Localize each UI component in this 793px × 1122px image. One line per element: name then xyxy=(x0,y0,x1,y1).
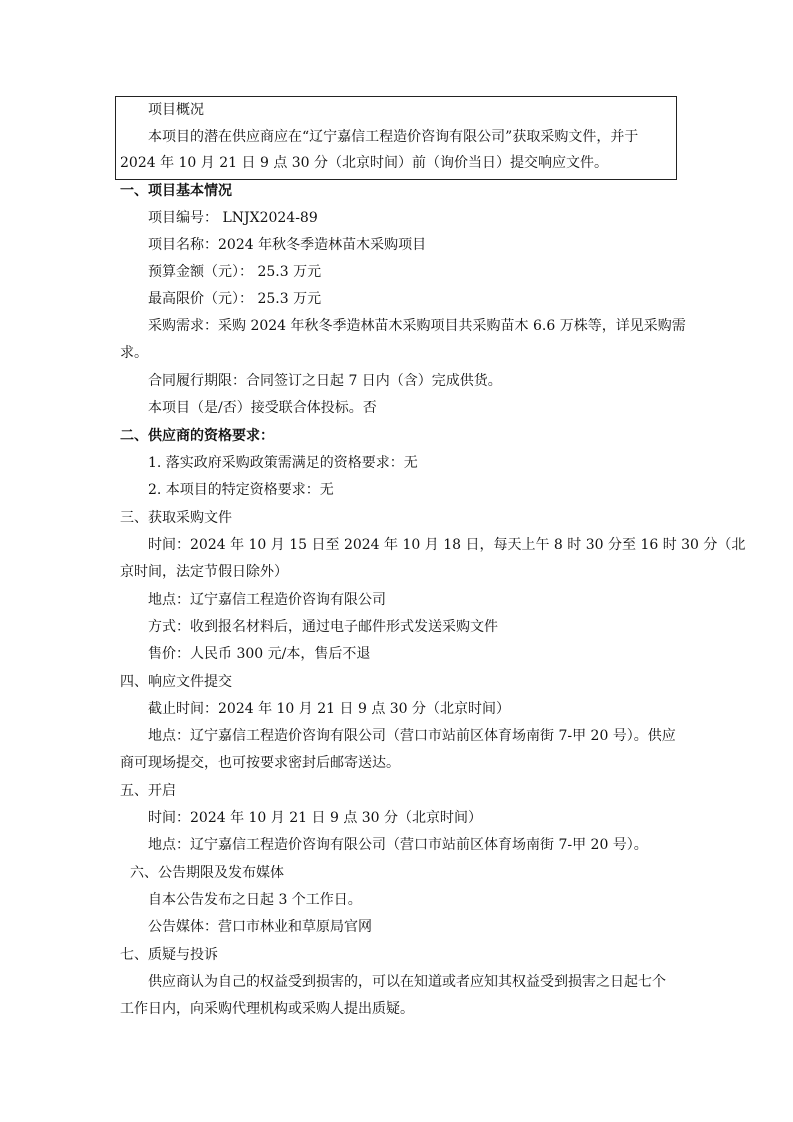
procurement-demand-line-1: 采购需求：采购 2024 年秋冬季造林苗木采购项目共采购苗木 6.6 万株等，详见采购需 xyxy=(148,318,686,334)
budget-amount: 预算金额（元）： 25.3 万元 xyxy=(148,264,322,280)
procurement-demand-line-2: 求。 xyxy=(120,345,148,361)
announcement-period: 自本公告发布之日起 3 个工作日。 xyxy=(148,892,362,908)
obtain-place: 地点：辽宁嘉信工程造价咨询有限公司 xyxy=(148,592,386,608)
section-1-heading: 一、项目基本情况 xyxy=(120,183,232,199)
inquiry-line-1: 供应商认为自己的权益受到损害的，可以在知道或者应知其权益受到损害之日起七个 xyxy=(148,974,666,990)
section-6-heading: 六、公告期限及发布媒体 xyxy=(130,865,284,881)
section-7-heading: 七、质疑与投诉 xyxy=(120,947,218,963)
qualification-item-1: 1. 落实政府采购政策需满足的资格要求：无 xyxy=(148,455,418,471)
project-name: 项目名称：2024 年秋冬季造林苗木采购项目 xyxy=(148,237,427,253)
section-4-heading: 四、响应文件提交 xyxy=(120,674,232,690)
opening-time: 时间：2024 年 10 月 21 日 9 点 30 分（北京时间） xyxy=(148,810,483,826)
announcement-media: 公告媒体：营口市林业和草原局官网 xyxy=(148,919,372,935)
project-number: 项目编号： LNJX2024-89 xyxy=(148,210,318,226)
overview-line-1: 本项目的潜在供应商应在“辽宁嘉信工程造价咨询有限公司”获取采购文件，并于 xyxy=(148,129,639,145)
overview-line-2: 2024 年 10 月 21 日 9 点 30 分（北京时间）前（询价当日）提交响应文件。 xyxy=(120,155,609,171)
submission-deadline: 截止时间：2024 年 10 月 21 日 9 点 30 分（北京时间） xyxy=(148,701,511,717)
submission-place-line-1: 地点：辽宁嘉信工程造价咨询有限公司（营口市站前区体育场南街 7-甲 20 号）。供应 xyxy=(148,728,676,744)
obtain-time-line-2: 京时间，法定节假日除外） xyxy=(120,564,288,580)
overview-title: 项目概况 xyxy=(148,102,204,118)
consortium-bid: 本项目（是/否）接受联合体投标。否 xyxy=(148,400,377,416)
contract-period: 合同履行期限：合同签订之日起 7 日内（含）完成供货。 xyxy=(148,373,502,389)
obtain-time-line-1: 时间：2024 年 10 月 15 日至 2024 年 10 月 18 日，每天上午 8 时 30 分至 16 时 30 分（北 xyxy=(148,537,746,553)
document-price: 售价：人民币 300 元/本，售后不退 xyxy=(148,646,371,662)
section-5-heading: 五、开启 xyxy=(120,783,176,799)
section-3-heading: 三、获取采购文件 xyxy=(120,510,232,526)
max-price: 最高限价（元）： 25.3 万元 xyxy=(148,291,322,307)
submission-place-line-2: 商可现场提交，也可按要求密封后邮寄送达。 xyxy=(120,755,400,771)
qualification-item-2: 2. 本项目的特定资格要求：无 xyxy=(148,482,334,498)
obtain-method: 方式：收到报名材料后，通过电子邮件形式发送采购文件 xyxy=(148,619,498,635)
opening-place: 地点：辽宁嘉信工程造价咨询有限公司（营口市站前区体育场南街 7-甲 20 号）。 xyxy=(148,837,648,853)
section-2-heading: 二、供应商的资格要求： xyxy=(120,428,274,444)
inquiry-line-2: 工作日内，向采购代理机构或采购人提出质疑。 xyxy=(120,1001,414,1017)
